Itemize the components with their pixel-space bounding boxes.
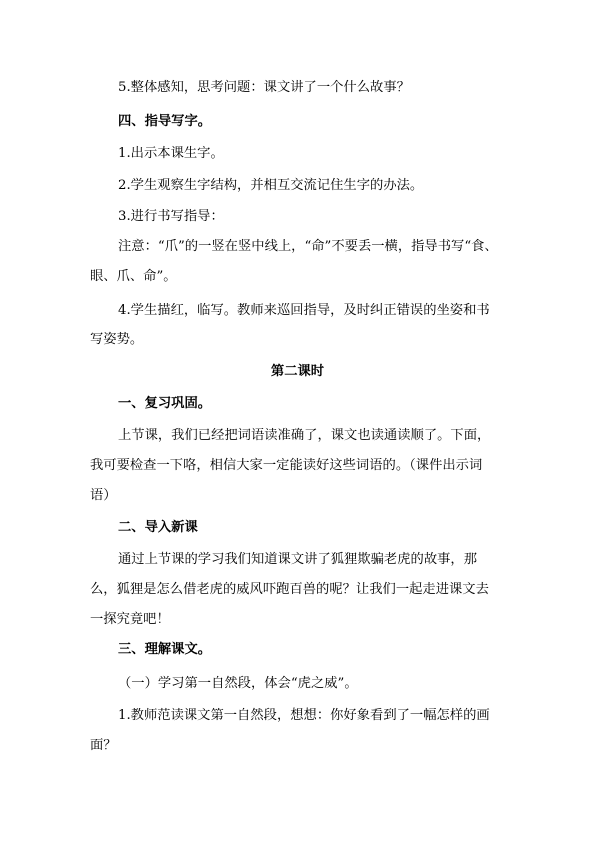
section-heading-review: 一、复习巩固。 bbox=[118, 396, 212, 411]
review-line-3: 语） bbox=[90, 488, 117, 503]
section-heading-writing: 四、指导写字。 bbox=[118, 114, 212, 129]
intro-line-3: 一探究竟吧！ bbox=[90, 612, 170, 627]
review-line-1: 上节课，我们已经把词语读准确了，课文也读通读顺了。下面， bbox=[118, 428, 491, 443]
step-3-text: 3.进行书写指导： bbox=[118, 209, 224, 224]
step-1-text: 1.出示本课生字。 bbox=[118, 146, 224, 161]
step-5-text: 5.整体感知，思考问题：课文讲了一个什么故事？ bbox=[118, 80, 410, 95]
section-heading-intro: 二、导入新课 bbox=[118, 520, 198, 535]
lesson-title: 第二课时 bbox=[270, 364, 325, 379]
subsection-heading: （一）学习第一自然段，体会“虎之威”。 bbox=[118, 676, 358, 691]
step-2-text: 2.学生观察生字结构，并相互交流记住生字的办法。 bbox=[118, 178, 424, 193]
intro-line-1: 通过上节课的学习我们知道课文讲了狐狸欺骗老虎的故事，那 bbox=[118, 552, 478, 567]
note-line-1: 注意：“爪”的一竖在竖中线上，“命”不要丢一横，指导书写“食、 bbox=[118, 239, 498, 254]
step-4-line-1: 4.学生描红，临写。教师来巡回指导，及时纠正错误的坐姿和书 bbox=[118, 303, 490, 318]
step-4-line-2: 写姿势。 bbox=[90, 332, 144, 347]
section-heading-understand: 三、理解课文。 bbox=[118, 642, 212, 657]
understand-step-1-line-2: 面？ bbox=[90, 738, 117, 753]
intro-line-2: 么，狐狸是怎么借老虎的威风吓跑百兽的呢？让我们一起走进课文去 bbox=[90, 582, 489, 597]
note-line-2: 眼、爪、命”。 bbox=[90, 269, 177, 284]
understand-step-1-line-1: 1.教师范读课文第一自然段，想想：你好象看到了一幅怎样的画 bbox=[118, 708, 490, 723]
review-line-2: 我可要检查一下咯，相信大家一定能读好这些词语的。（课件出示词 bbox=[90, 458, 483, 473]
